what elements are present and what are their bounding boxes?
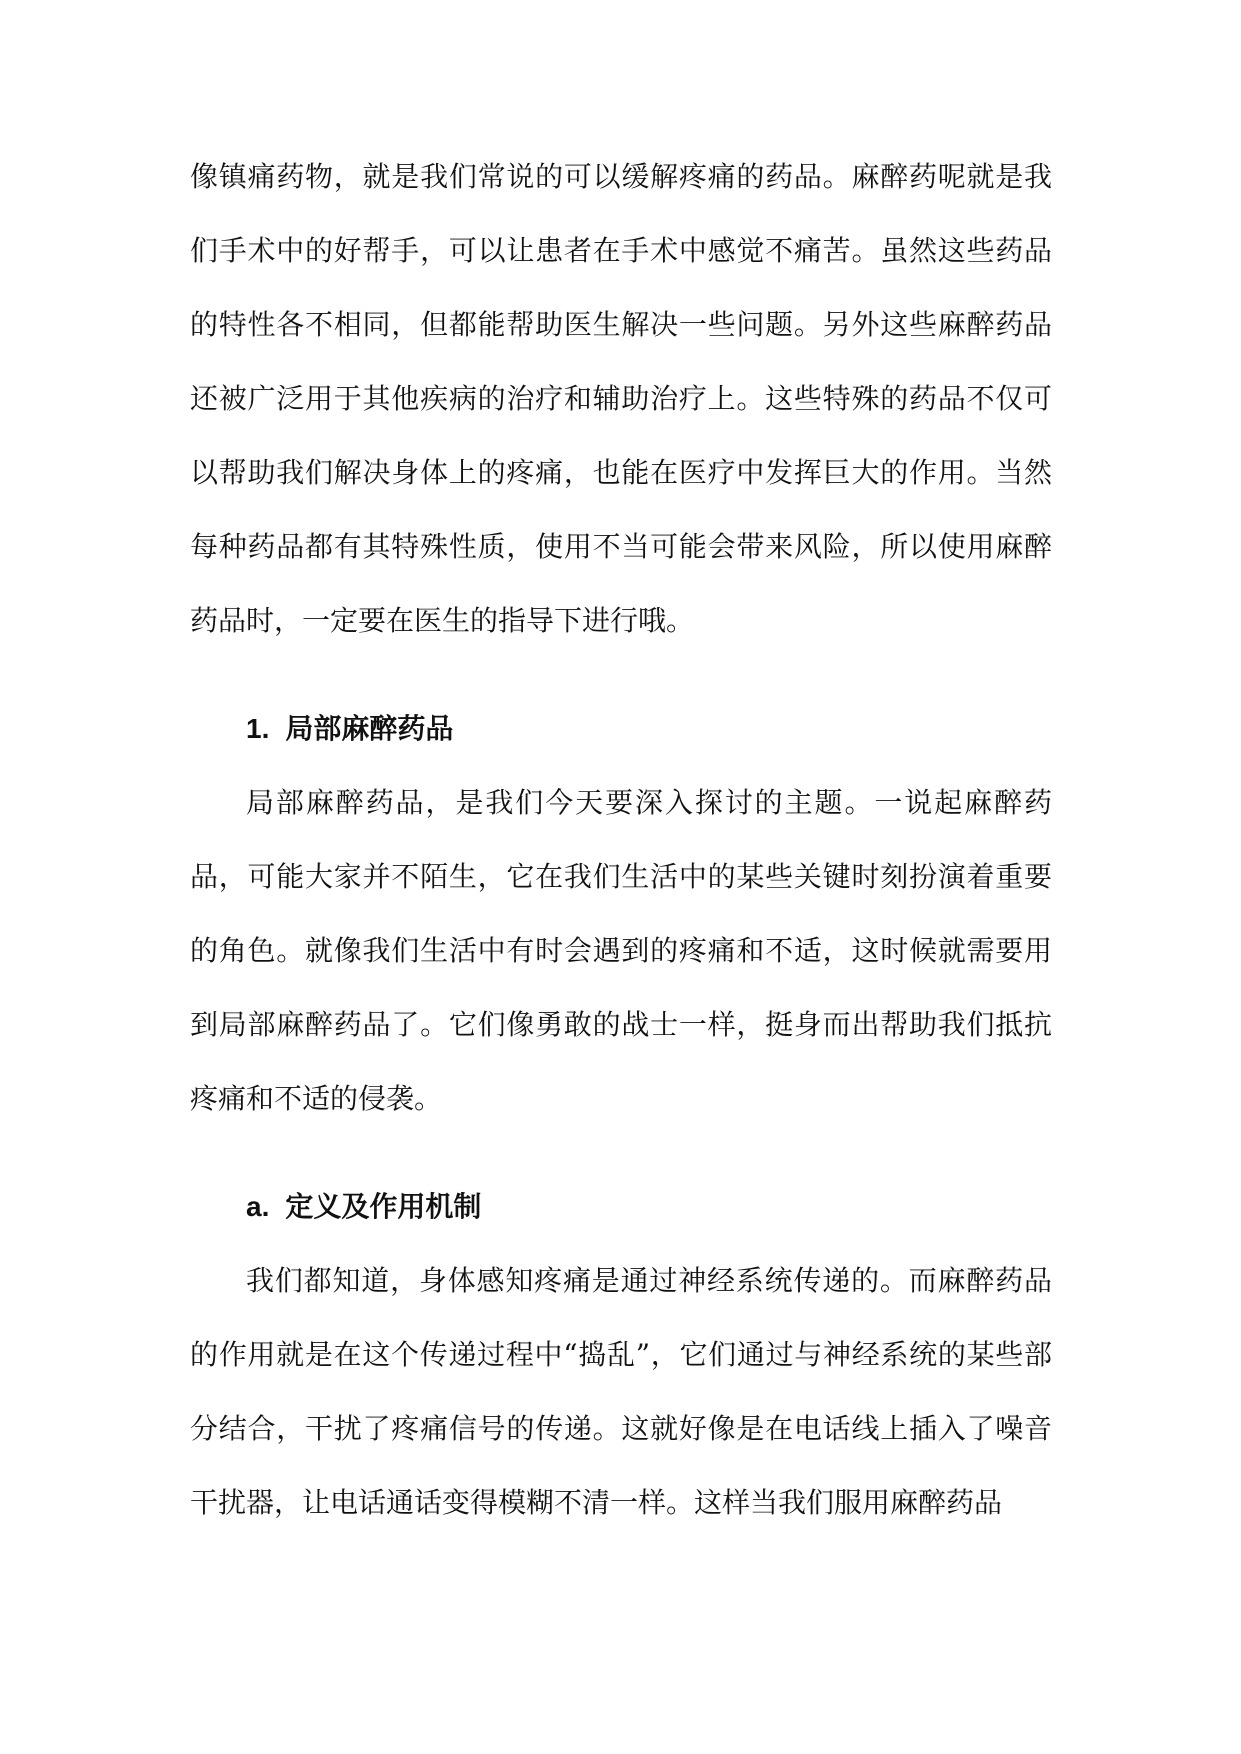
paragraph-definition-mechanism: 我们都知道，身体感知疼痛是通过神经系统传递的。而麻醉药品的作用就是在这个传递过程中“捣乱”，它们通过与神经系统的某些部分结合，干扰了疼痛信号的传递。这就好像是在电话线上插入了噪音干扰器，让电话通话变得模糊不清一样。这样当我们服用麻醉药品 xyxy=(190,1264,1052,1519)
document-body xyxy=(190,140,1052,1540)
subsection-heading-definition xyxy=(190,1136,1052,1244)
subsection-title: 定义及作用机制 xyxy=(285,1190,482,1223)
paragraph-local-anesthetics: 局部麻醉药品，是我们今天要深入探讨的主题。一说起麻醉药品，可能大家并不陌生，它在我们生活中的某些关键时刻扮演着重要的角色。就像我们生活中有时会遇到的疼痛和不适，这时候就需要用到局部麻醉药品了。它们像勇敢的战士一样，挺身而出帮助我们抵抗疼痛和不适的侵袭。 xyxy=(190,786,1052,1115)
section-number: 1. xyxy=(246,713,270,744)
subsection-number: a. xyxy=(246,1191,270,1222)
paragraph-intro: 像镇痛药物，就是我们常说的可以缓解疼痛的药品。麻醉药呢就是我们手术中的好帮手，可以让患者在手术中感觉不痛苦。虽然这些药品的特性各不相同，但都能帮助医生解决一些问题。另外这些麻醉药品还被广泛用于其他疾病的治疗和辅助治疗上。这些特殊的药品不仅可以帮助我们解决身体上的疼痛，也能在医疗中发挥巨大的作用。当然每种药品都有其特殊性质，使用不当可能会带来风险，所以使用麻醉药品时，一定要在医生的指导下进行哦。 xyxy=(190,160,1052,637)
section-title: 局部麻醉药品 xyxy=(285,712,454,745)
section-heading-local-anesthetics xyxy=(190,658,1052,766)
